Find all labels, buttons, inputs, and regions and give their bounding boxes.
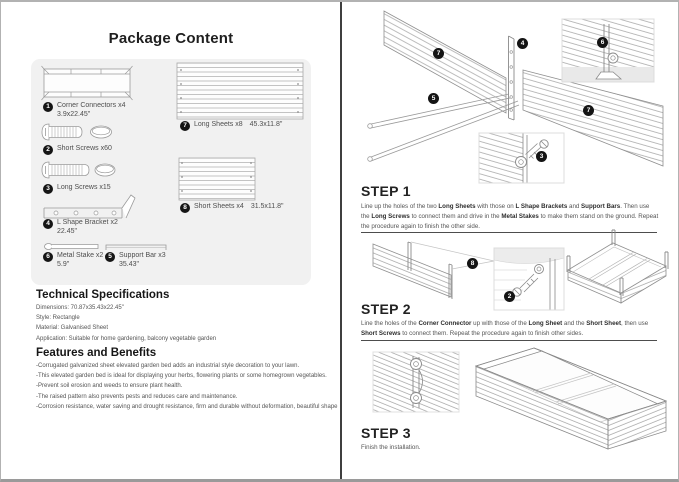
item-label: Short Sheets x4 <box>194 203 244 210</box>
finished-bed <box>476 348 666 449</box>
item-label: Corner Connectors x4 <box>57 102 126 109</box>
metal-stake-inset <box>562 19 654 82</box>
step2-title: STEP 2 <box>361 301 411 317</box>
item-number-badge: 3 <box>43 184 53 194</box>
step1-diagram <box>351 6 673 184</box>
connector-screws-inset <box>373 352 459 412</box>
item-dims: 3.9x22.45" <box>57 111 91 119</box>
item-label: Support Bar x3 <box>119 252 166 259</box>
corner-connector-drawing <box>41 65 133 101</box>
long-screw-inset <box>479 133 564 183</box>
item-dims: 31.5x11.8" <box>250 203 284 210</box>
package-item-support-bar <box>105 251 166 269</box>
tech-specs-lines <box>36 303 338 344</box>
tech-specs-heading: Technical Specifications <box>36 289 170 301</box>
package-item-corner-connectors <box>43 101 125 119</box>
feature-line: -Corrosion resistance, water saving and drought resistance, firm and durable without deformation, beautiful shape <box>36 403 338 410</box>
assembled-frame <box>567 230 668 303</box>
step1-paragraph: Line up the holes of the two Long Sheets with those on L Shape Brackets and Support Bars. Then use the Long Screws to connect them and drive in the Metal Stakes to make them stand on the ground. Repeat the procedure again to finish the other side. <box>361 203 659 230</box>
feature-line: -Corrugated galvanized sheet elevated garden bed adds an industrial style decoration to your lawn. <box>36 363 300 369</box>
diagram-label-long-screws: 3 <box>536 151 547 162</box>
item-number-badge: 4 <box>43 219 53 229</box>
package-item-long-sheets <box>180 120 282 131</box>
item-dims: 35.43" <box>119 261 140 269</box>
diagram-label-long-sheets-right: 7 <box>583 105 594 116</box>
step2-paragraph: Line the holes of the Corner Connector up with those of the Long Sheet and the Short Sheet, then use Short Screws to connect them. Repeat the procedure again to finish other sides. <box>361 320 649 337</box>
spec-line: Style: Rectangle <box>36 315 80 322</box>
step1-title: STEP 1 <box>361 183 411 199</box>
item-label: Long Screws x15 <box>57 184 111 191</box>
short-sheets-drawing <box>178 157 256 201</box>
spec-line: Material: Galvanised Sheet <box>36 325 109 332</box>
item-dims: 22.45" <box>57 228 78 236</box>
short-screw-drawing <box>41 121 121 143</box>
item-label: Short Screws x60 <box>57 145 112 152</box>
long-sheets-drawing <box>176 62 304 120</box>
feature-line: -The raised pattern also prevents pests and reduces care and maintenance. <box>36 393 238 400</box>
diagram-label-metal-stake: 6 <box>597 37 608 48</box>
diagram-label-short-screws: 2 <box>504 291 515 302</box>
long-screw-drawing <box>41 159 121 181</box>
step3-title: STEP 3 <box>361 425 411 441</box>
item-number-badge: 7 <box>180 121 190 131</box>
diagram-label-support-bar: 5 <box>428 93 439 104</box>
item-dims: 45.3x11.8" <box>249 121 283 128</box>
feature-line: -Prevent soil erosion and weeds to ensure plant health. <box>36 383 183 390</box>
features-heading: Features and Benefits <box>36 347 157 359</box>
package-item-short-sheets <box>180 202 284 213</box>
package-item-long-screws <box>43 183 111 194</box>
item-label: Metal Stake x2 <box>57 252 104 259</box>
spec-line: Dimensions: 70.87x35.43x22.45" <box>36 305 124 311</box>
short-screw-inset <box>494 248 564 310</box>
spec-line: Application: Suitable for home gardening, balcony vegetable garden <box>36 335 217 342</box>
diagram-label-long-sheets: 7 <box>433 48 444 59</box>
item-number-badge: 6 <box>43 252 53 262</box>
package-item-l-bracket <box>43 218 118 236</box>
item-dims: 5.9" <box>57 261 70 269</box>
item-label: L Shape Bracket x2 <box>57 219 118 226</box>
feature-line: -This elevated garden bed is ideal for displaying your herbs, flowering plants or some homegrown vegetables. <box>36 373 327 380</box>
item-number-badge: 2 <box>43 145 53 155</box>
page-divider <box>340 2 342 482</box>
step3-paragraph: Finish the installation. <box>361 444 421 451</box>
features-lines <box>36 361 338 412</box>
diagram-label-l-bracket: 4 <box>517 38 528 49</box>
package-item-short-screws <box>43 144 112 155</box>
page-title: Package Content <box>108 30 234 47</box>
item-label: Long Sheets x8 <box>194 121 243 128</box>
diagram-label-short-sheets: 8 <box>467 258 478 269</box>
item-number-badge: 8 <box>180 203 190 213</box>
item-number-badge: 1 <box>43 102 53 112</box>
package-item-metal-stake <box>43 251 103 269</box>
item-number-badge: 5 <box>105 252 115 262</box>
